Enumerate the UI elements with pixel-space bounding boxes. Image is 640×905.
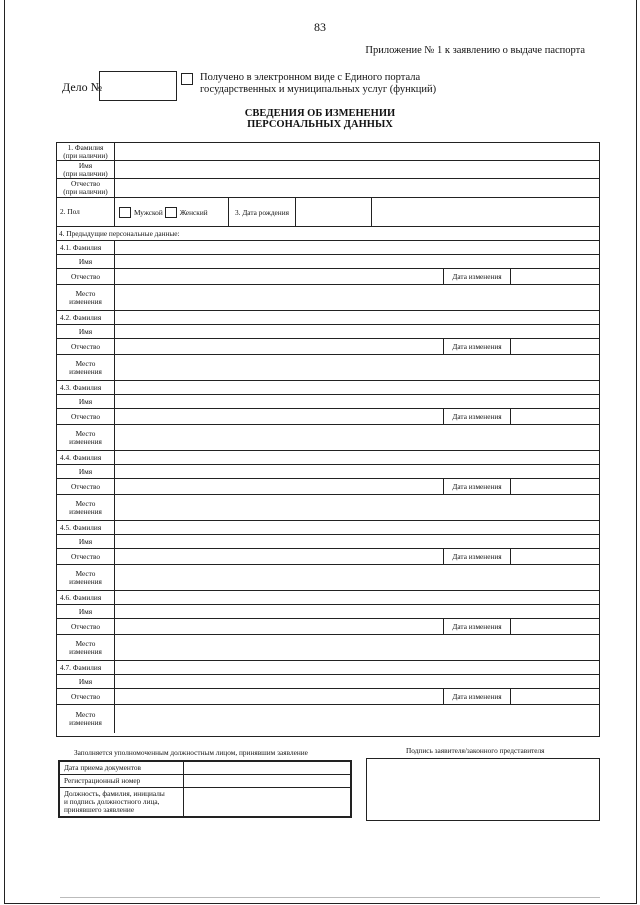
- block-7-patronymic-label: Отчество: [57, 689, 115, 704]
- block-7-place-label: Место изменения: [57, 705, 115, 733]
- surname-label: 1. Фамилия (при наличии): [57, 143, 115, 160]
- block-2-name-label: Имя: [57, 325, 115, 338]
- male-label: Мужской: [134, 207, 163, 217]
- surname-row: [57, 143, 599, 161]
- registration-number-label: Регистрационный номер: [60, 775, 184, 787]
- signature-caption: Подпись заявителя/законного представителя: [406, 746, 545, 755]
- block-4-name-row: [57, 465, 599, 479]
- block-1-surname-row: [57, 241, 599, 255]
- block-3-patronymic-label: Отчество: [57, 409, 115, 424]
- block-1-patronymic-label: Отчество: [57, 269, 115, 284]
- block-3-name-row: [57, 395, 599, 409]
- block-5-name-label: Имя: [57, 535, 115, 548]
- case-number-label: Дело №: [62, 80, 103, 94]
- block-7-name-row: [57, 675, 599, 689]
- block-6-surname-label: 4.6. Фамилия: [57, 591, 115, 604]
- block-6-place-label: Место изменения: [57, 635, 115, 660]
- block-5-patronymic-label: Отчество: [57, 549, 115, 564]
- block-3-place-row: [57, 425, 599, 451]
- block-4-patronymic-label: Отчество: [57, 479, 115, 494]
- block-3-surname-row: [57, 381, 599, 395]
- block-4-place-row: [57, 495, 599, 521]
- official-table: [58, 760, 352, 818]
- block-3-surname-label: 4.3. Фамилия: [57, 381, 115, 394]
- male-checkbox[interactable]: [119, 207, 131, 218]
- block-5-surname-label: 4.5. Фамилия: [57, 521, 115, 534]
- block-5-patronymic-row: [57, 549, 599, 565]
- official-signature-row: [60, 788, 350, 816]
- female-checkbox[interactable]: [165, 207, 177, 218]
- received-electronically-label: Получено в электронном виде с Единого портала государственных и муниципальных услуг (функций): [200, 72, 437, 95]
- block-3-name-label: Имя: [57, 395, 115, 408]
- block-6-surname-row: [57, 591, 599, 605]
- appendix-note: Приложение № 1 к заявлению о выдаче паспорта: [365, 45, 585, 56]
- block-2-name-row: [57, 325, 599, 339]
- block-7-name-label: Имя: [57, 675, 115, 688]
- block-6-name-label: Имя: [57, 605, 115, 618]
- block-6-patronymic-row: [57, 619, 599, 635]
- block-7-surname-label: 4.7. Фамилия: [57, 661, 115, 674]
- block-6-patronymic-label: Отчество: [57, 619, 115, 634]
- block-7-change-date-label: Дата изменения: [443, 689, 511, 704]
- block-6-place-row: [57, 635, 599, 661]
- block-5-place-row: [57, 565, 599, 591]
- block-2-change-date-label: Дата изменения: [443, 339, 511, 354]
- block-5-change-date-label: Дата изменения: [443, 549, 511, 564]
- page-number: 83: [314, 20, 326, 34]
- block-4-change-date-label: Дата изменения: [443, 479, 511, 494]
- block-2-surname-label: 4.2. Фамилия: [57, 311, 115, 324]
- sex-label: 2. Пол: [57, 198, 115, 226]
- block-5-name-row: [57, 535, 599, 549]
- registration-number-row: [60, 775, 350, 788]
- patronymic-row: [57, 179, 599, 198]
- official-caption: Заполняется уполномоченным должностным лицом, принявшим заявление: [74, 748, 308, 757]
- intake-date-label: Дата приема документов: [60, 762, 184, 774]
- name-label: Имя (при наличии): [57, 161, 115, 178]
- patronymic-label: Отчество (при наличии): [57, 179, 115, 197]
- block-4-surname-row: [57, 451, 599, 465]
- block-1-place-row: [57, 285, 599, 311]
- block-7-patronymic-row: [57, 689, 599, 705]
- block-3-place-label: Место изменения: [57, 425, 115, 450]
- block-2-surname-row: [57, 311, 599, 325]
- block-4-name-label: Имя: [57, 465, 115, 478]
- received-electronically-checkbox[interactable]: [181, 73, 193, 85]
- block-5-place-label: Место изменения: [57, 565, 115, 590]
- previous-data-label: 4. Предыдущие персональные данные:: [59, 229, 180, 238]
- block-1-change-date-label: Дата изменения: [443, 269, 511, 284]
- block-2-patronymic-row: [57, 339, 599, 355]
- form-title: СВЕДЕНИЯ ОБ ИЗМЕНЕНИИ ПЕРСОНАЛЬНЫХ ДАННЫХ: [244, 108, 396, 130]
- case-number-field[interactable]: [99, 71, 177, 101]
- official-signature-label: Должность, фамилия, инициалы и подпись должностного лица, принявшего заявление: [60, 788, 184, 816]
- block-1-name-label: Имя: [57, 255, 115, 268]
- sex-dob-row: [57, 198, 599, 227]
- block-4-surname-label: 4.4. Фамилия: [57, 451, 115, 464]
- block-7-place-row: [57, 705, 599, 733]
- dob-label: 3. Дата рождения: [228, 198, 296, 226]
- block-6-change-date-label: Дата изменения: [443, 619, 511, 634]
- applicant-signature-box[interactable]: [366, 758, 600, 821]
- block-4-place-label: Место изменения: [57, 495, 115, 520]
- block-1-surname-label: 4.1. Фамилия: [57, 241, 115, 254]
- name-row: [57, 161, 599, 179]
- block-1-name-row: [57, 255, 599, 269]
- block-2-place-label: Место изменения: [57, 355, 115, 380]
- block-6-name-row: [57, 605, 599, 619]
- intake-date-row: [60, 762, 350, 775]
- block-5-surname-row: [57, 521, 599, 535]
- personal-data-form: [56, 142, 600, 737]
- female-label: Женский: [179, 207, 208, 217]
- sex-options: [119, 198, 208, 226]
- block-1-patronymic-row: [57, 269, 599, 285]
- block-2-patronymic-label: Отчество: [57, 339, 115, 354]
- block-3-patronymic-row: [57, 409, 599, 425]
- block-4-patronymic-row: [57, 479, 599, 495]
- block-1-place-label: Место изменения: [57, 285, 115, 310]
- page-bottom-line: [60, 897, 600, 898]
- previous-data-row: [57, 227, 599, 241]
- block-3-change-date-label: Дата изменения: [443, 409, 511, 424]
- block-2-place-row: [57, 355, 599, 381]
- block-7-surname-row: [57, 661, 599, 675]
